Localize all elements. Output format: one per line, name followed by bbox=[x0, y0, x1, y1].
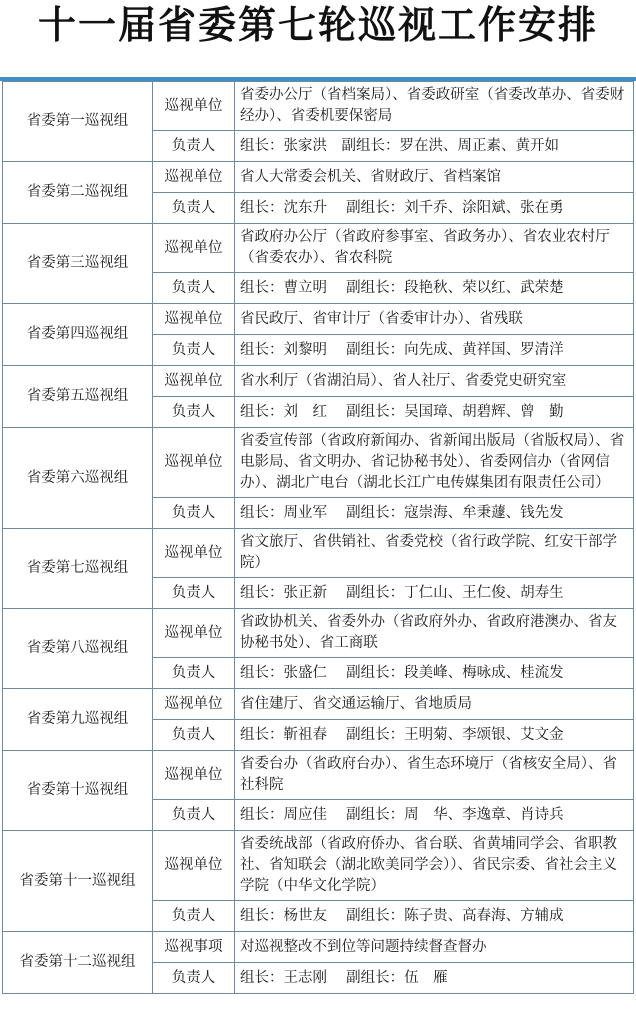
row-label: 巡视单位 bbox=[153, 529, 235, 578]
group-name: 省委第四巡视组 bbox=[3, 304, 153, 366]
row-content: 省政府办公厅（省政府参事室、省政务办）、省农业农村厅（省委农办）、省农科院 bbox=[235, 224, 634, 273]
row-label: 巡视单位 bbox=[153, 366, 235, 397]
table-row bbox=[3, 366, 634, 397]
group-name: 省委第十二巡视组 bbox=[3, 932, 153, 994]
row-content: 对巡视整改不到位等问题持续督查督办 bbox=[235, 932, 634, 963]
row-content: 省人大常委会机关、省财政厅、省档案馆 bbox=[235, 162, 634, 193]
group-name: 省委第八巡视组 bbox=[3, 609, 153, 689]
group-name: 省委第一巡视组 bbox=[3, 82, 153, 162]
group-name: 省委第十一巡视组 bbox=[3, 831, 153, 932]
row-label: 巡视事项 bbox=[153, 932, 235, 963]
row-label: 巡视单位 bbox=[153, 689, 235, 720]
table-row bbox=[3, 932, 634, 963]
row-content: 组长：周业军 副组长：寇崇海、牟秉蘧、钱先发 bbox=[235, 498, 634, 529]
table-row bbox=[3, 224, 634, 273]
group-name: 省委第二巡视组 bbox=[3, 162, 153, 224]
row-content: 组长：王志刚 副组长：伍 雁 bbox=[235, 963, 634, 994]
row-content: 组长：周应佳 副组长：周 华、李逸章、肖诗兵 bbox=[235, 800, 634, 831]
row-label: 巡视单位 bbox=[153, 831, 235, 901]
table-row bbox=[3, 689, 634, 720]
group-name: 省委第七巡视组 bbox=[3, 529, 153, 609]
table-row bbox=[3, 82, 634, 131]
table-row bbox=[3, 428, 634, 498]
row-label: 巡视单位 bbox=[153, 162, 235, 193]
row-content: 省委台办（省政府台办）、省生态环境厅（省核安全局）、省社科院 bbox=[235, 751, 634, 800]
row-label: 负责人 bbox=[153, 335, 235, 366]
row-label: 负责人 bbox=[153, 963, 235, 994]
row-label: 巡视单位 bbox=[153, 304, 235, 335]
row-label: 负责人 bbox=[153, 193, 235, 224]
row-label: 负责人 bbox=[153, 901, 235, 932]
row-content: 省委办公厅（省档案局）、省委政研室（省委改革办、省委财经办）、省委机要保密局 bbox=[235, 82, 634, 131]
row-content: 省民政厅、省审计厅（省委审计办）、省残联 bbox=[235, 304, 634, 335]
group-name: 省委第三巡视组 bbox=[3, 224, 153, 304]
row-content: 省文旅厅、省供销社、省委党校（省行政学院、红安干部学院） bbox=[235, 529, 634, 578]
row-label: 负责人 bbox=[153, 273, 235, 304]
row-content: 组长：曹立明 副组长：段艳秋、荣以红、武荣楚 bbox=[235, 273, 634, 304]
row-content: 省水利厅（省湖泊局）、省人社厅、省委党史研究室 bbox=[235, 366, 634, 397]
row-label: 负责人 bbox=[153, 800, 235, 831]
row-label: 负责人 bbox=[153, 658, 235, 689]
row-label: 负责人 bbox=[153, 578, 235, 609]
row-label: 巡视单位 bbox=[153, 609, 235, 658]
row-content: 组长：刘黎明 副组长：向先成、黄祥国、罗清洋 bbox=[235, 335, 634, 366]
inspection-table bbox=[2, 81, 634, 994]
table-row bbox=[3, 831, 634, 901]
row-label: 巡视单位 bbox=[153, 428, 235, 498]
row-content: 省政协机关、省委外办（省政府外办、省政府港澳办、省友协秘书处）、省工商联 bbox=[235, 609, 634, 658]
table-row bbox=[3, 609, 634, 658]
row-content: 组长：杨世友 副组长：陈子贵、高春海、方辅成 bbox=[235, 901, 634, 932]
row-label: 巡视单位 bbox=[153, 82, 235, 131]
row-content: 组长：张家洪 副组长：罗在洪、周正素、黄开如 bbox=[235, 131, 634, 162]
row-content: 省委统战部（省政府侨办、省台联、省黄埔同学会、省职教社、省知联会（湖北欧美同学会））、省民宗委、省社会主义学院（中华文化学院） bbox=[235, 831, 634, 901]
row-label: 负责人 bbox=[153, 397, 235, 428]
row-content: 省委宣传部（省政府新闻办、省新闻出版局（省版权局）、省电影局、省文明办、省记协秘书处）、省委网信办（省网信办）、湖北广电台（湖北长江广电传媒集团有限责任公司） bbox=[235, 428, 634, 498]
page-title: 十一届省委第七轮巡视工作安排 bbox=[37, 3, 598, 47]
group-name: 省委第九巡视组 bbox=[3, 689, 153, 751]
row-label: 巡视单位 bbox=[153, 224, 235, 273]
row-content: 省住建厅、省交通运输厅、省地质局 bbox=[235, 689, 634, 720]
group-name: 省委第十巡视组 bbox=[3, 751, 153, 831]
table-row bbox=[3, 751, 634, 800]
group-name: 省委第五巡视组 bbox=[3, 366, 153, 428]
row-label: 负责人 bbox=[153, 131, 235, 162]
row-label: 负责人 bbox=[153, 498, 235, 529]
row-content: 组长：刘 红 副组长：吴国璋、胡碧辉、曾 勤 bbox=[235, 397, 634, 428]
table-row bbox=[3, 529, 634, 578]
row-content: 组长：张盛仁 副组长：段美峰、梅咏成、桂流发 bbox=[235, 658, 634, 689]
row-label: 负责人 bbox=[153, 720, 235, 751]
row-content: 组长：靳祖春 副组长：王明菊、李颂银、艾文金 bbox=[235, 720, 634, 751]
table-row bbox=[3, 304, 634, 335]
row-label: 巡视单位 bbox=[153, 751, 235, 800]
row-content: 组长：沈东升 副组长：刘千乔、涂阳斌、张在勇 bbox=[235, 193, 634, 224]
row-content: 组长：张正新 副组长：丁仁山、王仁俊、胡寿生 bbox=[235, 578, 634, 609]
group-name: 省委第六巡视组 bbox=[3, 428, 153, 529]
table-row bbox=[3, 162, 634, 193]
